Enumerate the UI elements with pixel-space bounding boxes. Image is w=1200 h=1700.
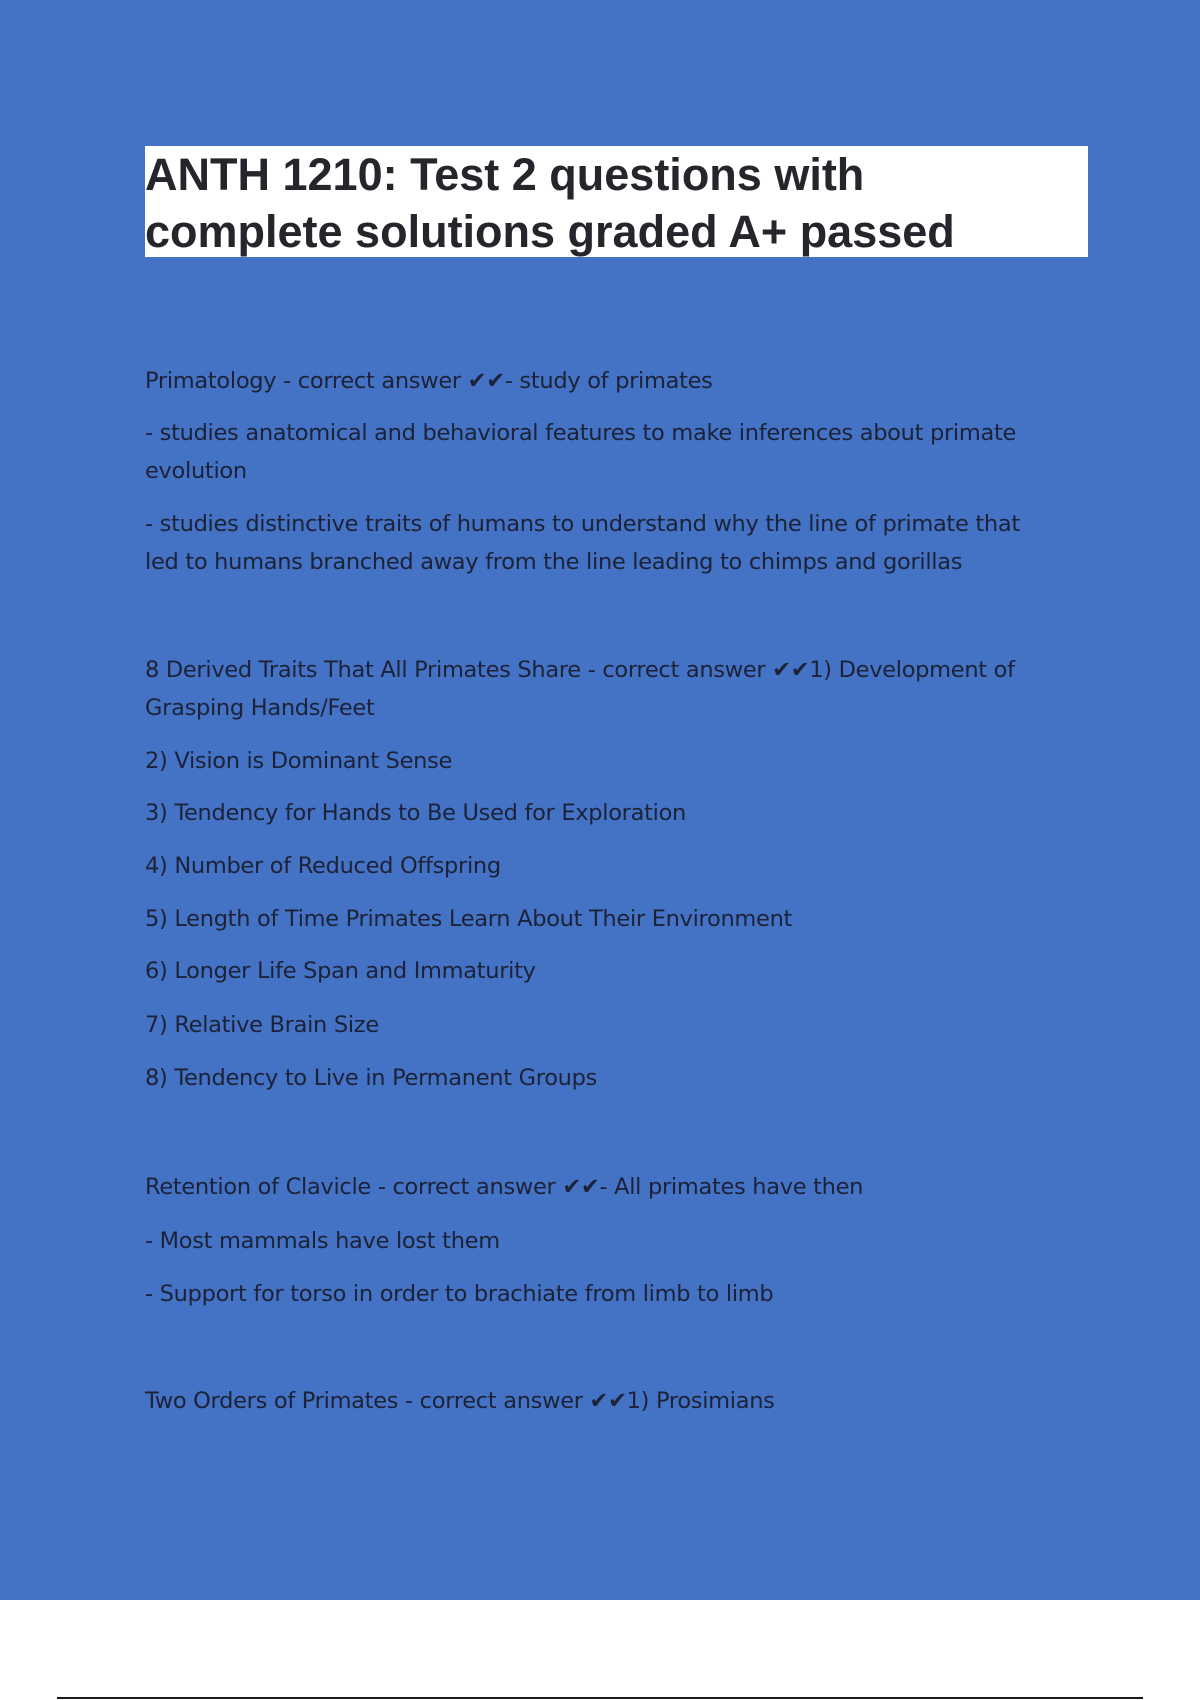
- list-item-5: [145, 900, 1075, 938]
- paragraph-line: Retention of Clavicle - correct answer ✔✔- All primates have then: [145, 1174, 864, 1200]
- list-item-7: [145, 1006, 1075, 1044]
- paragraph-line: - studies anatomical and behavioral features to make inferences about primate: [145, 420, 1017, 446]
- list-item-8: [145, 1059, 1075, 1097]
- document-title: [145, 146, 955, 260]
- paragraph-line: 8) Tendency to Live in Permanent Groups: [145, 1065, 598, 1091]
- paragraph-derived-traits: [145, 651, 1075, 727]
- paragraph-torso: [145, 1275, 1075, 1313]
- paragraph-two-orders: [145, 1382, 1075, 1420]
- paragraph-line: 4) Number of Reduced Offspring: [145, 853, 501, 879]
- paragraph-line: 2) Vision is Dominant Sense: [145, 748, 453, 774]
- paragraph-line: Grasping Hands/Feet: [145, 695, 375, 721]
- paragraph-line: led to humans branched away from the line leading to chimps and gorillas: [145, 549, 963, 575]
- list-item-4: [145, 847, 1075, 885]
- paragraph-line: Two Orders of Primates - correct answer ✔✔1) Prosimians: [145, 1388, 775, 1414]
- paragraph-line: 6) Longer Life Span and Immaturity: [145, 958, 536, 984]
- paragraph-anatomical: [145, 414, 1075, 490]
- title-line-2: complete solutions graded A+ passed: [145, 206, 955, 257]
- paragraph-mammals: [145, 1222, 1075, 1260]
- paragraph-line: Primatology - correct answer ✔✔- study of primates: [145, 368, 713, 394]
- paragraph-clavicle: [145, 1168, 1075, 1206]
- footer-rule: [57, 1697, 1143, 1699]
- paragraph-line: 7) Relative Brain Size: [145, 1012, 379, 1038]
- title-box: [145, 146, 1088, 257]
- paragraph-line: evolution: [145, 458, 247, 484]
- paragraph-line: 3) Tendency for Hands to Be Used for Exploration: [145, 800, 687, 826]
- paragraph-line: - Most mammals have lost them: [145, 1228, 500, 1254]
- paragraph-primatology: [145, 362, 1075, 400]
- paragraph-line: - Support for torso in order to brachiate from limb to limb: [145, 1281, 774, 1307]
- paragraph-distinctive-traits: [145, 505, 1075, 581]
- paragraph-line: 8 Derived Traits That All Primates Share - correct answer ✔✔1) Development of: [145, 657, 1015, 683]
- list-item-6: [145, 952, 1075, 990]
- list-item-3: [145, 794, 1075, 832]
- paragraph-line: - studies distinctive traits of humans to understand why the line of primate that: [145, 511, 1020, 537]
- paragraph-line: 5) Length of Time Primates Learn About Their Environment: [145, 906, 793, 932]
- title-line-1: ANTH 1210: Test 2 questions with: [145, 149, 865, 200]
- list-item-2: [145, 742, 1075, 780]
